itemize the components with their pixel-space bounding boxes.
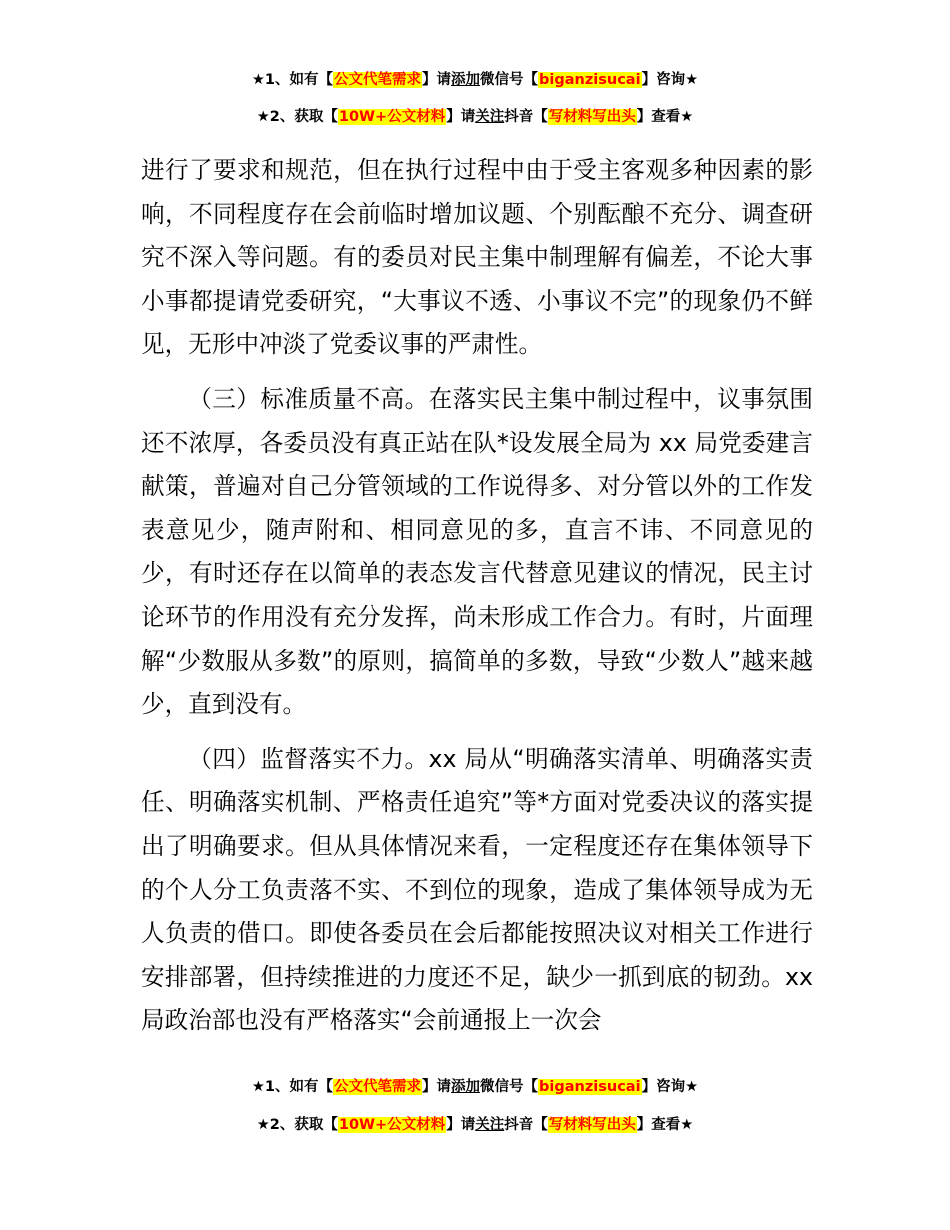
highlight-ghostwriting: 公文代笔需求 bbox=[334, 1079, 422, 1095]
highlight-douyin-account: 写材料写出头 bbox=[548, 1117, 636, 1133]
highlight-ghostwriting: 公文代笔需求 bbox=[334, 72, 422, 88]
highlight-materials: 10W+公文材料 bbox=[338, 1117, 446, 1133]
top-banner-line-1: ★1、如有【公文代笔需求】请添加微信号【biganzisucai】咨询★ bbox=[251, 72, 699, 88]
bottom-banner-line-1: ★1、如有【公文代笔需求】请添加微信号【biganzisucai】咨询★ bbox=[251, 1079, 699, 1095]
banner-text: ★2、获取 bbox=[256, 1117, 324, 1133]
top-banner-line-2: ★2、获取【10W+公文材料】请关注抖音【写材料写出头】查看★ bbox=[256, 109, 694, 125]
banner-text: ★1、如有 bbox=[251, 72, 319, 88]
paragraph-section-three: （三）标准质量不高。在落实民主集中制过程中，议事氛围还不浓厚，各委员没有真正站在队*设发展全局为 xx 局党委建言献策，普遍对自己分管领域的工作说得多、对分管以外的工作发表意见少，随声附和、相同意见的多，直言不讳、不同意见的少，有时还存在以简单的表态发言代替意见建议的情况，民主讨论环节的作用没有充分发挥，尚未形成工作合力。有时，片面理解“少数服从多数”的原则，搞简单的多数，导致“少数人”越来越少，直到没有。 bbox=[141, 384, 813, 719]
highlight-materials: 10W+公文材料 bbox=[338, 109, 446, 125]
highlight-douyin-account: 写材料写出头 bbox=[548, 109, 636, 125]
highlight-wechat-id: biganzisucai bbox=[539, 72, 641, 88]
banner-text: ★2、获取 bbox=[256, 109, 324, 125]
document-body bbox=[141, 149, 813, 1043]
paragraph-section-four: （四）监督落实不力。xx 局从“明确落实清单、明确落实责任、明确落实机制、严格责任追究”等*方面对党委决议的落实提出了明确要求。但从具体情况来看，一定程度还存在集体领导下的个人分工负责落不实、不到位的现象，造成了集体领导成为无人负责的借口。即使各委员在会后都能按照决议对相关工作进行安排部署，但持续推进的力度还不足，缺少一抓到底的韧劲。xx 局政治部也没有严格落实“会前通报上一次会 bbox=[141, 744, 813, 1035]
highlight-wechat-id: biganzisucai bbox=[539, 1079, 641, 1095]
paragraph-continuation: 进行了要求和规范，但在执行过程中由于受主客观多种因素的影响，不同程度存在会前临时增加议题、个别酝酿不充分、调查研究不深入等问题。有的委员对民主集中制理解有偏差，不论大事小事都提请党委研究，“大事议不透、小事议不完”的现象仍不鲜见，无形中冲淡了党委议事的严肃性。 bbox=[141, 156, 813, 359]
banner-text: ★1、如有 bbox=[251, 1079, 319, 1095]
bottom-banner-line-2: ★2、获取【10W+公文材料】请关注抖音【写材料写出头】查看★ bbox=[256, 1117, 694, 1133]
